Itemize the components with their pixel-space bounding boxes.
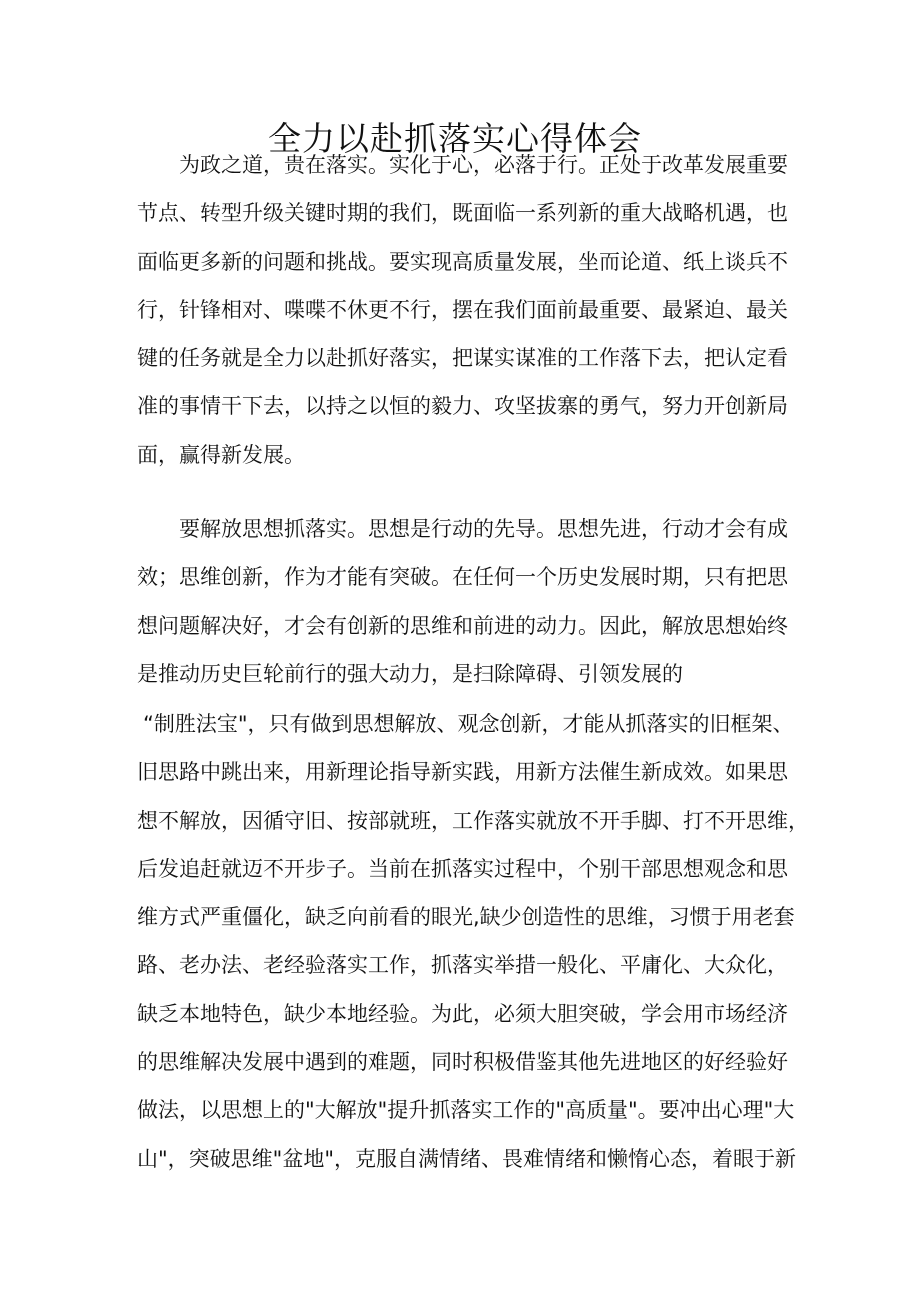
paragraph-line: 键的任务就是全力以赴抓好落实，把谋实谋准的工作落下去，把认定看 — [137, 346, 788, 371]
paragraph-line: 面临更多新的问题和挑战。要实现高质量发展，坐而论道、纸上谈兵不 — [137, 249, 788, 274]
paragraph-line: 想不解放，因循守旧、按部就班，工作落实就放不开手脚、打不开思维， — [137, 808, 809, 833]
paragraph-line: 为政之道，贵在落实。实化于心，必落于行。正处于改革发展重要 — [179, 153, 788, 177]
paragraph-line: 后发追赶就迈不开步子。当前在抓落实过程中，个别干部思想观念和思 — [137, 856, 788, 881]
paragraph-1 — [137, 141, 788, 479]
paragraph-line: 旧思路中跳出来，用新理论指导新实践，用新方法催生新成效。如果思 — [137, 760, 788, 785]
paragraph-line: 行，针锋相对、喋喋不休更不行，摆在我们面前最重要、最紧迫、最关 — [137, 297, 788, 322]
paragraph-line: 做法，以思想上的"大解放"提升抓落实工作的"高质量"。要冲出心理"大 — [137, 1098, 795, 1123]
paragraph-line: 的思维解决发展中遇到的难题，同时积极借鉴其他先进地区的好经验好 — [137, 1050, 788, 1075]
paragraph-line: 面，赢得新发展。 — [137, 442, 305, 467]
document-title: 全力以赴抓落实心得体会 — [268, 119, 642, 158]
paragraph-2 — [137, 505, 788, 698]
paragraph-line: 是推动历史巨轮前行的强大动力，是扫除障碍、引领发展的 — [137, 661, 683, 686]
paragraph-line: “制胜法宝"，只有做到思想解放、观念创新，才能从抓落实的旧框架、 — [143, 712, 794, 736]
paragraph-3 — [137, 700, 809, 1183]
paragraph-line: 要解放思想抓落实。思想是行动的先导。思想先进，行动才会有成 — [179, 517, 788, 541]
paragraph-line: 路、老办法、老经验落实工作，抓落实举措一般化、平庸化、大众化， — [137, 953, 788, 978]
paragraph-line: 效；思维创新，作为才能有突破。在任何一个历史发展时期，只有把思 — [137, 565, 788, 590]
paragraph-line: 缺乏本地特色，缺少本地经验。为此，必须大胆突破，学会用市场经济 — [137, 1001, 788, 1026]
paragraph-line: 维方式严重僵化，缺乏向前看的眼光,缺少创造性的思维，习惯于用老套 — [137, 905, 795, 930]
paragraph-line: 想问题解决好，才会有创新的思维和前进的动力。因此，解放思想始终 — [137, 613, 788, 638]
paragraph-line: 山"，突破思维"盆地"，克服自满情绪、畏难情绪和懒惰心态，着眼于新 — [137, 1146, 796, 1171]
paragraph-line: 准的事情干下去，以持之以恒的毅力、攻坚拔寨的勇气，努力开创新局 — [137, 394, 788, 419]
paragraph-line: 节点、转型升级关键时期的我们，既面临一系列新的重大战略机遇，也 — [137, 201, 788, 226]
